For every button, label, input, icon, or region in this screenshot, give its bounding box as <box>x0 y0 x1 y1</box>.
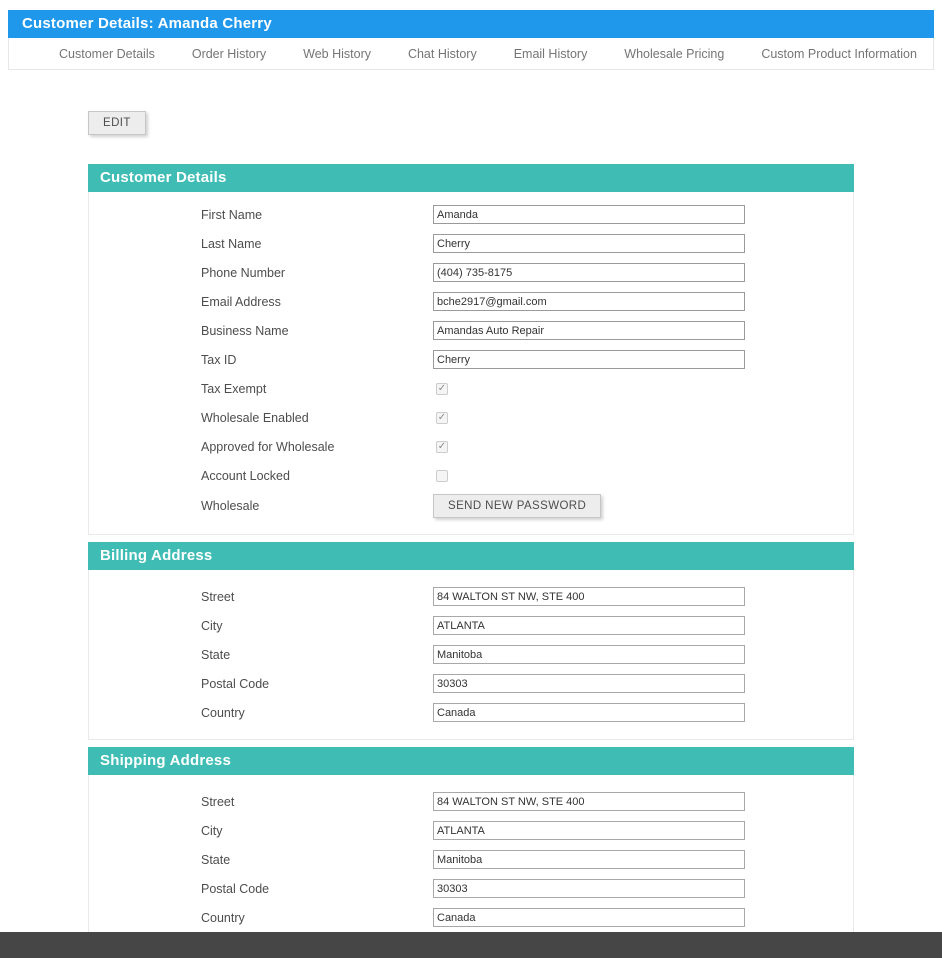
wholesale-enabled-label: Wholesale Enabled <box>201 410 309 425</box>
section-shipping-address <box>88 747 854 945</box>
business-name-label: Business Name <box>201 323 289 338</box>
tab-wholesale-pricing[interactable]: Wholesale Pricing <box>624 46 725 61</box>
first-name-input[interactable] <box>433 205 745 224</box>
section-customer-details <box>88 164 854 535</box>
phone-number-label: Phone Number <box>201 265 286 280</box>
tab-order-history[interactable]: Order History <box>191 46 267 61</box>
section-header-billing-address: Billing Address <box>88 542 854 570</box>
shipping-country-input[interactable] <box>433 908 745 927</box>
shipping-city-input[interactable] <box>433 821 745 840</box>
shipping-city-label: City <box>201 823 223 838</box>
billing-country-input[interactable] <box>433 703 745 722</box>
last-name-input[interactable] <box>433 234 745 253</box>
tab-chat-history[interactable]: Chat History <box>407 46 477 61</box>
billing-state-label: State <box>201 647 231 662</box>
shipping-state-input[interactable] <box>433 850 745 869</box>
edit-button[interactable]: EDIT <box>88 111 146 135</box>
approved-for-wholesale-label: Approved for Wholesale <box>201 439 335 454</box>
form-row <box>89 816 853 845</box>
billing-street-input[interactable] <box>433 587 745 606</box>
billing-street-label: Street <box>201 589 235 604</box>
tax-exempt-checkbox <box>436 383 448 395</box>
form-row <box>89 698 853 727</box>
form-row <box>89 258 853 287</box>
shipping-state-label: State <box>201 852 231 867</box>
form-row <box>89 345 853 374</box>
tab-customer-details[interactable]: Customer Details <box>59 46 155 61</box>
form-row <box>89 845 853 874</box>
form-row <box>89 611 853 640</box>
tax-id-input[interactable] <box>433 350 745 369</box>
shipping-street-input[interactable] <box>433 792 745 811</box>
shipping-street-label: Street <box>201 794 235 809</box>
billing-city-label: City <box>201 618 223 633</box>
approved-for-wholesale-checkbox <box>436 441 448 453</box>
form-row <box>89 490 853 522</box>
tax-exempt-label: Tax Exempt <box>201 381 267 396</box>
form-row <box>89 787 853 816</box>
section-header-shipping-address: Shipping Address <box>88 747 854 775</box>
send-new-password-button[interactable]: SEND NEW PASSWORD <box>433 494 601 518</box>
shipping-postal-code-input[interactable] <box>433 879 745 898</box>
wholesale-label: Wholesale <box>201 499 260 513</box>
phone-number-input[interactable] <box>433 263 745 282</box>
billing-state-input[interactable] <box>433 645 745 664</box>
form-row <box>89 403 853 432</box>
page-title: Customer Details: Amanda Cherry <box>8 10 934 38</box>
tax-id-label: Tax ID <box>201 352 237 367</box>
form-row <box>89 229 853 258</box>
form-row <box>89 287 853 316</box>
form-row <box>89 432 853 461</box>
form-row <box>89 874 853 903</box>
billing-postal-code-label: Postal Code <box>201 676 270 691</box>
form-row <box>89 461 853 490</box>
customer-panel <box>88 164 854 952</box>
wholesale-enabled-checkbox <box>436 412 448 424</box>
section-header-customer-details: Customer Details <box>88 164 854 192</box>
form-row <box>89 903 853 932</box>
billing-postal-code-input[interactable] <box>433 674 745 693</box>
billing-city-input[interactable] <box>433 616 745 635</box>
tab-web-history[interactable]: Web History <box>303 46 371 61</box>
section-billing-address <box>88 542 854 740</box>
account-locked-label: Account Locked <box>201 468 290 483</box>
first-name-label: First Name <box>201 207 263 222</box>
last-name-label: Last Name <box>201 236 262 251</box>
business-name-input[interactable] <box>433 321 745 340</box>
form-row <box>89 374 853 403</box>
tab-email-history[interactable]: Email History <box>513 46 588 61</box>
email-address-input[interactable] <box>433 292 745 311</box>
shipping-postal-code-label: Postal Code <box>201 881 270 896</box>
tab-custom-product-information[interactable]: Custom Product Information <box>761 46 917 61</box>
form-row <box>89 582 853 611</box>
account-locked-checkbox <box>436 470 448 482</box>
form-row <box>89 669 853 698</box>
tab-bar <box>8 38 934 70</box>
form-row <box>89 640 853 669</box>
billing-country-label: Country <box>201 705 245 720</box>
shipping-country-label: Country <box>201 910 245 925</box>
email-address-label: Email Address <box>201 294 281 309</box>
footer-bar <box>0 932 942 958</box>
form-row <box>89 200 853 229</box>
form-row <box>89 316 853 345</box>
